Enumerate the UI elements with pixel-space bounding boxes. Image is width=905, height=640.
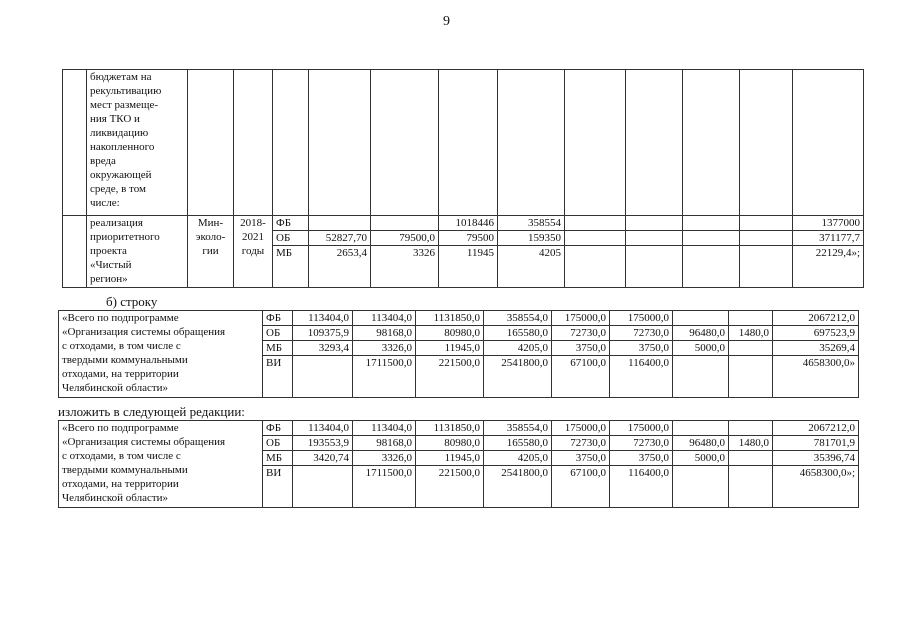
table-row: ОБ 109375,9 98168,0 80980,0 165580,0 72730,0 72730,0 96480,0 1480,0 697523,9 [59, 326, 859, 341]
source-cell: ОБ [273, 231, 309, 246]
source-cell: МБ [273, 246, 309, 288]
source-cell: МБ [263, 341, 293, 356]
source-cell: ОБ [263, 436, 293, 451]
continuation-row [63, 70, 864, 216]
subprogram-label: «Всего по подпрограмме «Организация системы обращения с отходами, в том числе с твердыми коммунальными отходами, на территории Челябинской области» [59, 421, 263, 508]
executor: Мин- эколо- гии [188, 216, 234, 288]
table-row: «Всего по подпрограмме «Организация системы обращения с отходами, в том числе с твердыми коммунальными отходами, на территории Челябинской области» ФБ 113404,0 113404,0 1131850,0 358554,0 175000,0 175000,0 2067212,0 [59, 421, 859, 436]
table-row: ОБ 193553,9 98168,0 80980,0 165580,0 72730,0 72730,0 96480,0 1480,0 781701,9 [59, 436, 859, 451]
program-table-fragment [62, 69, 864, 288]
source-cell: ВИ [263, 356, 293, 398]
table-row: МБ 2653,4 3326 11945 4205 22129,4»; [63, 246, 864, 288]
new-line-table [58, 420, 859, 508]
continuation-text: бюджетам на рекультивацию мест размеще- ния ТКО и ликвидацию накопленного вреда окружающей среде, в том числе: [87, 70, 188, 216]
source-cell: ВИ [263, 466, 293, 508]
table-row: МБ 3293,4 3326,0 11945,0 4205,0 3750,0 3750,0 5000,0 35269,4 [59, 341, 859, 356]
source-cell: МБ [263, 451, 293, 466]
subprogram-label: «Всего по подпрограмме «Организация системы обращения с отходами, в том числе с твердыми коммунальными отходами, на территории Челябинской области» [59, 311, 263, 398]
source-cell: ФБ [263, 311, 293, 326]
source-cell: ФБ [263, 421, 293, 436]
source-cell: ФБ [273, 216, 309, 231]
table-row: «Всего по подпрограмме «Организация системы обращения с отходами, в том числе с твердыми коммунальными отходами, на территории Челябинской области» ФБ 113404,0 113404,0 1131850,0 358554,0 175000,0 175000,0 2067212,0 [59, 311, 859, 326]
table-row: ВИ 1711500,0 221500,0 2541800,0 67100,0 116400,0 4658300,0»; [59, 466, 859, 508]
project-text: реализация приоритетного проекта «Чистый регион» [87, 216, 188, 288]
page-number: 9 [443, 14, 450, 29]
table-row: МБ 3420,74 3326,0 11945,0 4205,0 3750,0 3750,0 5000,0 35396,74 [59, 451, 859, 466]
section-heading: изложить в следующей редакции: [58, 404, 245, 419]
section-heading: б) строку [106, 294, 158, 309]
old-line-table [58, 310, 859, 398]
source-cell: ОБ [263, 326, 293, 341]
table-row: реализация приоритетного проекта «Чистый регион» Мин- эколо- гии 2018- 2021 годы ФБ 1018446 358554 1377000 [63, 216, 864, 231]
period: 2018- 2021 годы [234, 216, 273, 288]
table-row: ВИ 1711500,0 221500,0 2541800,0 67100,0 116400,0 4658300,0» [59, 356, 859, 398]
table-row: ОБ 52827,70 79500,0 79500 159350 371177,7 [63, 231, 864, 246]
